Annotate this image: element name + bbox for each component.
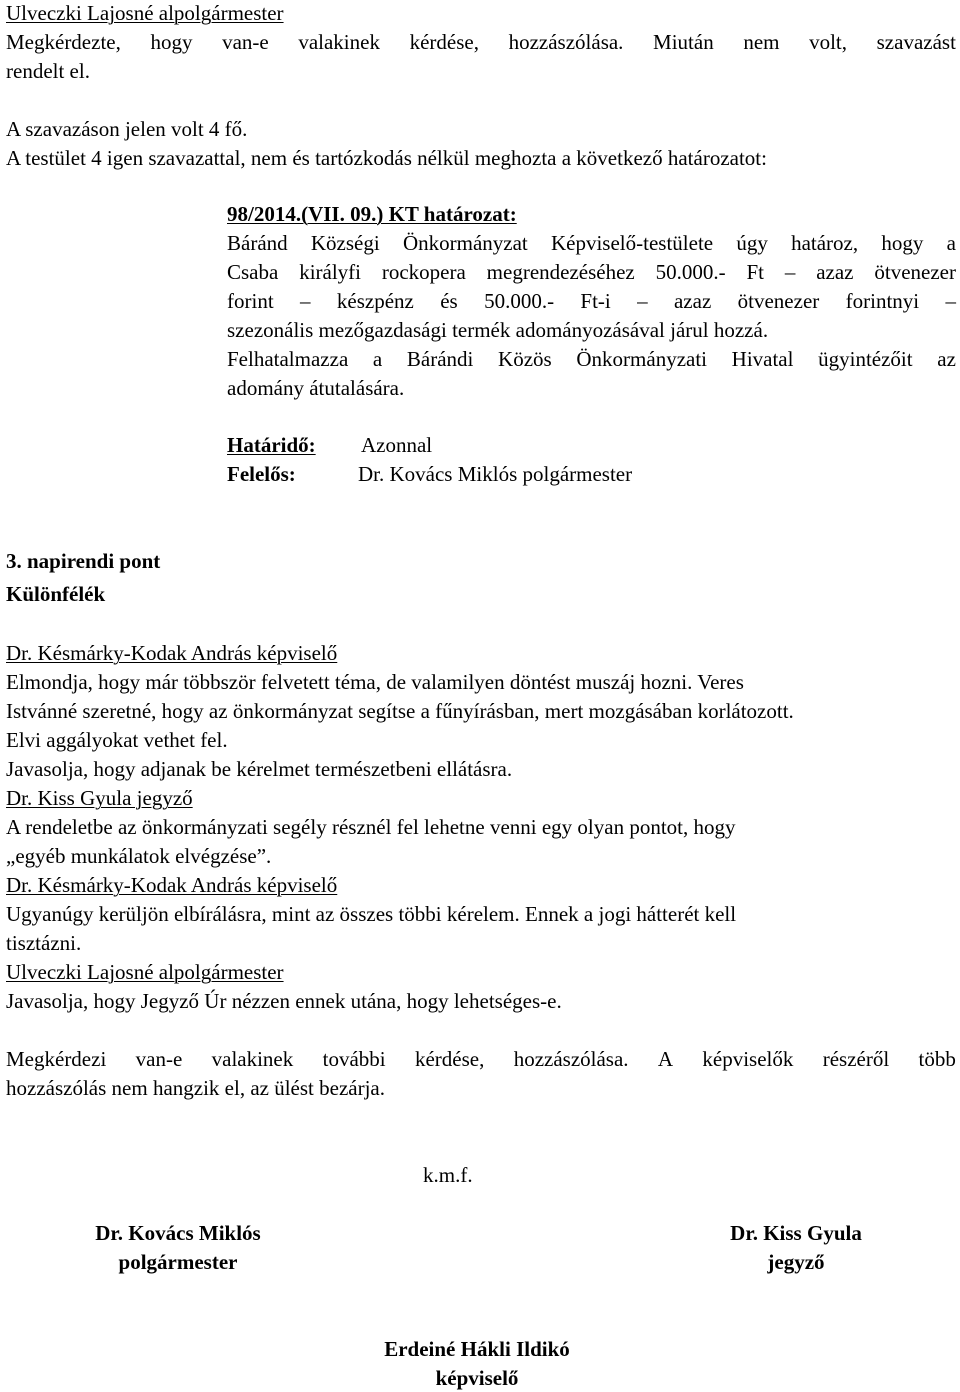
word: 50.000.- <box>484 289 555 313</box>
word: hogy <box>150 30 193 54</box>
word: és <box>440 289 458 313</box>
agenda-item-number: 3. napirendi pont <box>6 549 161 573</box>
word: – <box>300 289 311 313</box>
word: képviselők <box>702 1047 794 1071</box>
word: határoz, <box>791 231 859 255</box>
word: azaz <box>816 260 854 284</box>
responsible-label: Felelős: <box>227 462 296 486</box>
speaker-kesmarky-2: Dr. Késmárky-Kodak András képviselő <box>6 873 338 897</box>
word: Hivatal <box>731 347 794 371</box>
resolution-line-1 <box>227 230 956 256</box>
word: azaz <box>673 289 712 313</box>
s2-line-3: Elvi aggályokat vethet fel. <box>6 728 228 752</box>
paragraph-question <box>6 29 956 55</box>
word: részéről <box>822 1047 890 1071</box>
word: Báránd <box>227 231 288 255</box>
word: megrendezéséhez <box>486 260 635 284</box>
s4-line-1: Ugyanúgy kerüljön elbírálásra, mint az összes többi kérelem. Ennek a jogi hátterét kell <box>6 902 737 926</box>
s4-line-2: tisztázni. <box>6 931 82 955</box>
signature-bottom-title: képviselő <box>435 1366 519 1390</box>
word: az <box>937 347 956 371</box>
word: van-e <box>222 30 269 54</box>
word: kérdése, <box>409 30 479 54</box>
word: hogy <box>881 231 924 255</box>
word: Csaba <box>227 260 279 284</box>
s3-line-1: A rendeletbe az önkormányzati segély résznél fel lehetne venni egy olyan pontot, hogy <box>6 815 736 839</box>
s2-line-4: Javasolja, hogy adjanak be kérelmet természetbeni ellátásra. <box>6 757 513 781</box>
signature-bottom-name: Erdeiné Hákli Ildikó <box>384 1337 570 1361</box>
word: volt, <box>809 30 848 54</box>
word: készpénz <box>336 289 414 313</box>
vote-result: A testület 4 igen szavazattal, nem és tartózkodás nélkül meghozta a következő határozatot: <box>6 146 767 170</box>
word: a <box>372 347 383 371</box>
resolution-line-6: adomány átutalására. <box>227 376 405 400</box>
word: valakinek <box>211 1047 294 1071</box>
word: forintnyi <box>845 289 920 313</box>
word: szavazást <box>876 30 956 54</box>
word: ötvenezer <box>737 289 820 313</box>
resolution-line-3 <box>227 288 956 314</box>
deadline-label: Határidő: <box>227 433 316 457</box>
paragraph-question-end: rendelt el. <box>6 59 90 83</box>
word: Miután <box>653 30 714 54</box>
word: nem <box>743 30 780 54</box>
responsible-value: Dr. Kovács Miklós polgármester <box>358 462 633 486</box>
word: Községi <box>310 231 380 255</box>
closing-paragraph <box>6 1046 956 1072</box>
word: – <box>637 289 648 313</box>
speaker-ulveczki-1: Ulveczki Lajosné alpolgármester <box>6 1 284 25</box>
speaker-kiss: Dr. Kiss Gyula jegyző <box>6 786 193 810</box>
word: ötvenezer <box>874 260 956 284</box>
kmf: k.m.f. <box>423 1163 473 1187</box>
word: Ft <box>746 260 764 284</box>
vote-present: A szavazáson jelen volt 4 fő. <box>6 117 248 141</box>
word: Önkormányzati <box>576 347 707 371</box>
signature-left-title: polgármester <box>118 1250 238 1274</box>
resolution-line-5 <box>227 346 956 372</box>
word: Felhatalmazza <box>227 347 349 371</box>
word: forint <box>227 289 274 313</box>
s2-line-1: Elmondja, hogy már többször felvetett téma, de valamilyen döntést muszáj hozni. Veres <box>6 670 744 694</box>
word: Közös <box>498 347 552 371</box>
speaker-ulveczki-2: Ulveczki Lajosné alpolgármester <box>6 960 284 984</box>
resolution-line-2 <box>227 259 956 285</box>
word: van-e <box>135 1047 183 1071</box>
word: Képviselő-testülete <box>550 231 714 255</box>
word: 50.000.- <box>655 260 726 284</box>
resolution-line-4: szezonális mezőgazdasági termék adományozásával járul hozzá. <box>227 318 769 342</box>
s3-line-2: „egyéb munkálatok elvégzése”. <box>6 844 272 868</box>
word: – <box>784 260 796 284</box>
signature-left-name: Dr. Kovács Miklós <box>95 1221 261 1245</box>
agenda-item-title: Különfélék <box>6 582 106 606</box>
word: valakinek <box>298 30 380 54</box>
word: Megkérdezte, <box>6 30 121 54</box>
deadline-value: Azonnal <box>361 433 433 457</box>
word: Ft-i <box>580 289 611 313</box>
word: Önkormányzat <box>402 231 528 255</box>
word: – <box>945 289 956 313</box>
word: több <box>918 1047 956 1071</box>
resolution-title: 98/2014.(VII. 09.) KT határozat: <box>227 202 517 226</box>
s2-line-2: Istvánné szeretné, hogy az önkormányzat segítse a fűnyírásban, mert mozgásában korlátozott. <box>6 699 794 723</box>
signature-right-title: jegyző <box>767 1250 825 1274</box>
word: Megkérdezi <box>6 1047 107 1071</box>
word: további <box>322 1047 386 1071</box>
signature-right-name: Dr. Kiss Gyula <box>730 1221 862 1245</box>
s5-line: Javasolja, hogy Jegyző Úr nézzen ennek utána, hogy lehetséges-e. <box>6 989 562 1013</box>
word: A <box>657 1047 674 1071</box>
word: hozzászólása. <box>513 1047 629 1071</box>
word: Bárándi <box>406 347 474 371</box>
speaker-kesmarky-1: Dr. Késmárky-Kodak András képviselő <box>6 641 338 665</box>
word: ügyintézőit <box>818 347 913 371</box>
word: királyfi <box>299 260 361 284</box>
closing-paragraph-end: hozzászólás nem hangzik el, az ülést bezárja. <box>6 1076 385 1100</box>
word: kérdése, <box>414 1047 485 1071</box>
word: hozzászólása. <box>508 30 624 54</box>
word: a <box>946 231 956 255</box>
word: úgy <box>736 231 768 255</box>
word: rockopera <box>381 260 466 284</box>
